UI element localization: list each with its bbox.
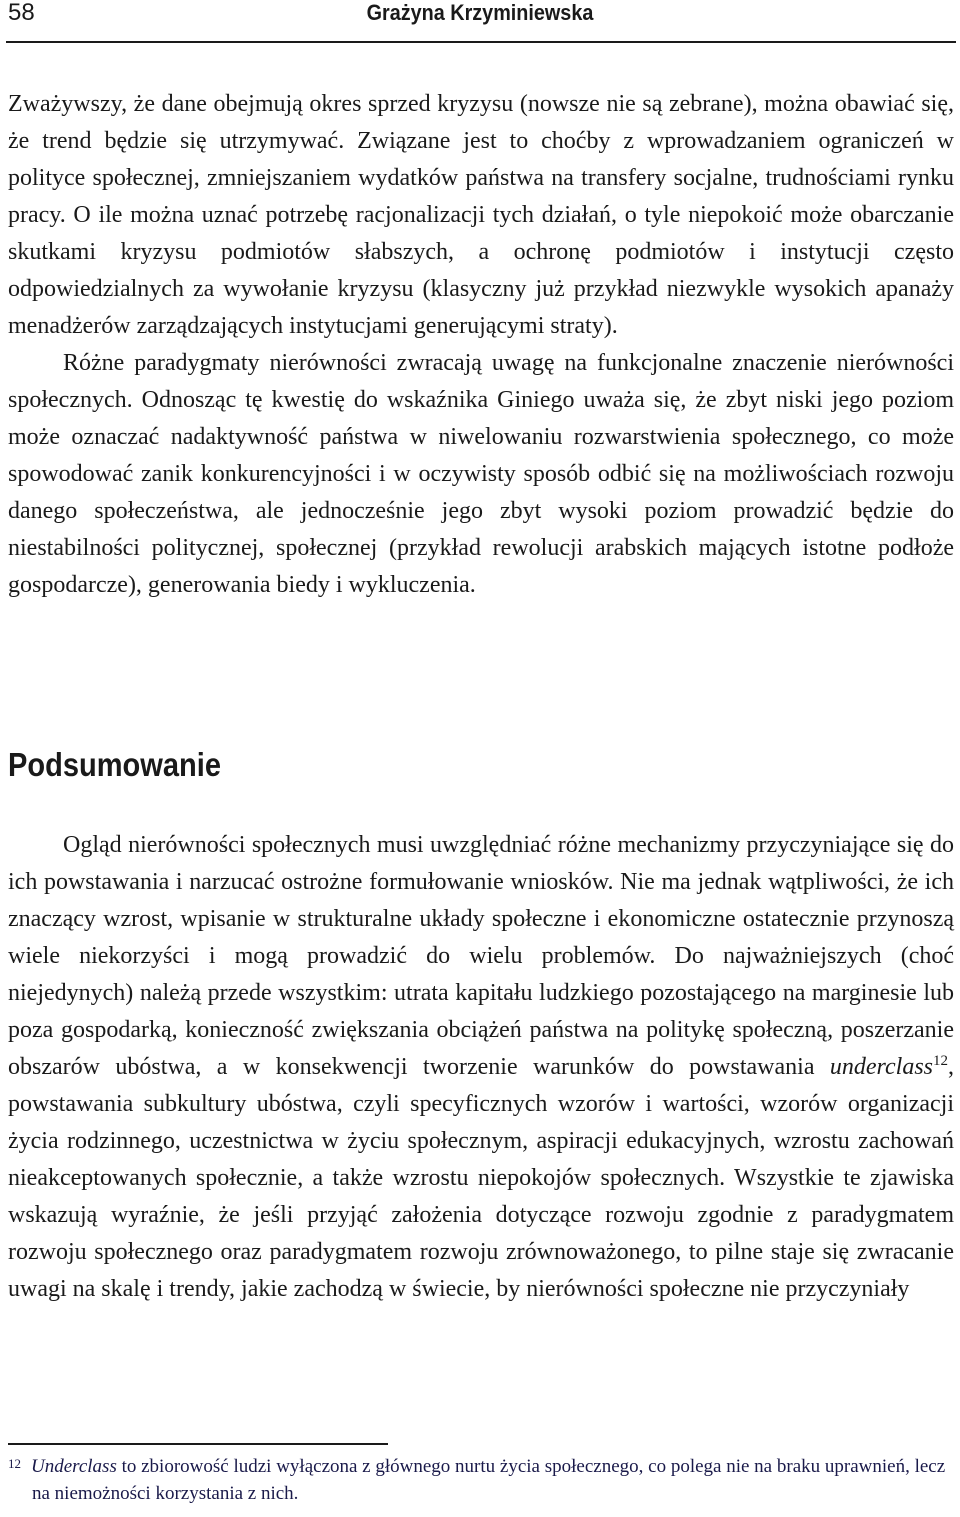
footnote-reference[interactable]: 12: [933, 1053, 948, 1069]
footnote-rule: [8, 1443, 388, 1445]
footnote: [8, 1453, 954, 1507]
page-header: [0, 0, 960, 42]
header-rule: [6, 41, 956, 43]
paragraph-text: Ogląd nierówności społecznych musi uwzględniać różne mechanizmy przyczyniające się do ich powstawania i narzucać ostrożne formułowanie wniosków. Nie ma jednak wątpliwości, że ich znaczący wzrost, wpisanie w strukturalne układy społeczne i ekonomiczne ostatecznie przynoszą wiele niekorzyści i mogą prowadzić do wielu problemów. Do najważniejszych (choć niejedynych) należą przede wszystkim: utrata kapitału ludzkiego pozostającego na marginesie lub poza gospodarką, konieczność zwiększania obciążeń państwa na politykę społeczną, poszerzanie obszarów ubóstwa, a w konsekwencji tworzenie warunków do powstawania: [8, 832, 954, 1080]
footnote-text: [8, 1453, 954, 1507]
footnote-number: 12: [8, 1456, 21, 1471]
italic-term: underclass: [829, 1054, 933, 1080]
paragraph: Zważywszy, że dane obejmują okres sprzed kryzysu (nowsze nie są zebrane), można obawiać się, że trend będzie się utrzymywać. Związane jest to choćby z wprowadzaniem ograniczeń w polityce społecznej, zmniejszaniem wydatków państwa na transfery socjalne, trudnościami rynku pracy. O ile można uznać potrzebę racjonalizacji tych działań, o tyle niepokoić może obarczanie skutkami kryzysu podmiotów słabszych, a ochronę podmiotów i instytucji często odpowiedzialnych za wywołanie kryzysu (klasyczny już przykład niezwykle wysokich apanaży menadżerów zarządzających instytucjami generującymi straty).: [8, 91, 954, 339]
footnote-term: Underclass: [31, 1456, 117, 1477]
body-text: [8, 86, 954, 604]
paragraph: [8, 827, 954, 1308]
section-heading: Podsumowanie: [8, 746, 222, 783]
page-number: 58: [8, 0, 35, 26]
paragraph-text: , powstawania subkultury ubóstwa, czyli specyficznych wzorów i wartości, wzorów organizacji życia rodzinnego, uczestnictwa w życiu społecznym, aspiracji edukacyjnych, wzrostu zachowań nieakceptowanych społecznie, a także wzrostu niepokojów społecznych. Wszystkie te zjawiska wskazują wyraźnie, że jeśli przyjąć założenia dotyczące rozwoju zgodnie z paradygmatem rozwoju społecznego oraz paradygmatem rozwoju zrównoważonego, to pilne staje się zwracanie uwagi na skalę i trendy, jakie zachodzą w świecie, by nierówności społeczne nie przyczyniały: [8, 1054, 954, 1302]
running-title: Grażyna Krzyminiewska: [366, 0, 594, 25]
summary-text: [8, 827, 954, 1308]
footnote-body: to zbiorowość ludzi wyłączona z głównego nurtu życia społecznego, co polega nie na braku uprawnień, lecz na niemożności korzystania z nich.: [32, 1456, 946, 1504]
paragraph: Różne paradygmaty nierówności zwracają uwagę na funkcjonalne znaczenie nierówności społecznych. Odnosząc tę kwestię do wskaźnika Giniego uważa się, że zbyt niski jego poziom może oznaczać nadaktywność państwa w niwelowaniu rozwarstwienia społecznego, co może spowodować zanik konkurencyjności i w oczywisty sposób odbić się na możliwościach rozwoju danego społeczeństwa, ale jednocześnie jego zbyt wysoki poziom prowadzić będzie do niestabilności politycznej, społecznej (przykład rewolucji arabskich mających istotne podłoże gospodarcze), generowania biedy i wykluczenia.: [8, 350, 954, 598]
